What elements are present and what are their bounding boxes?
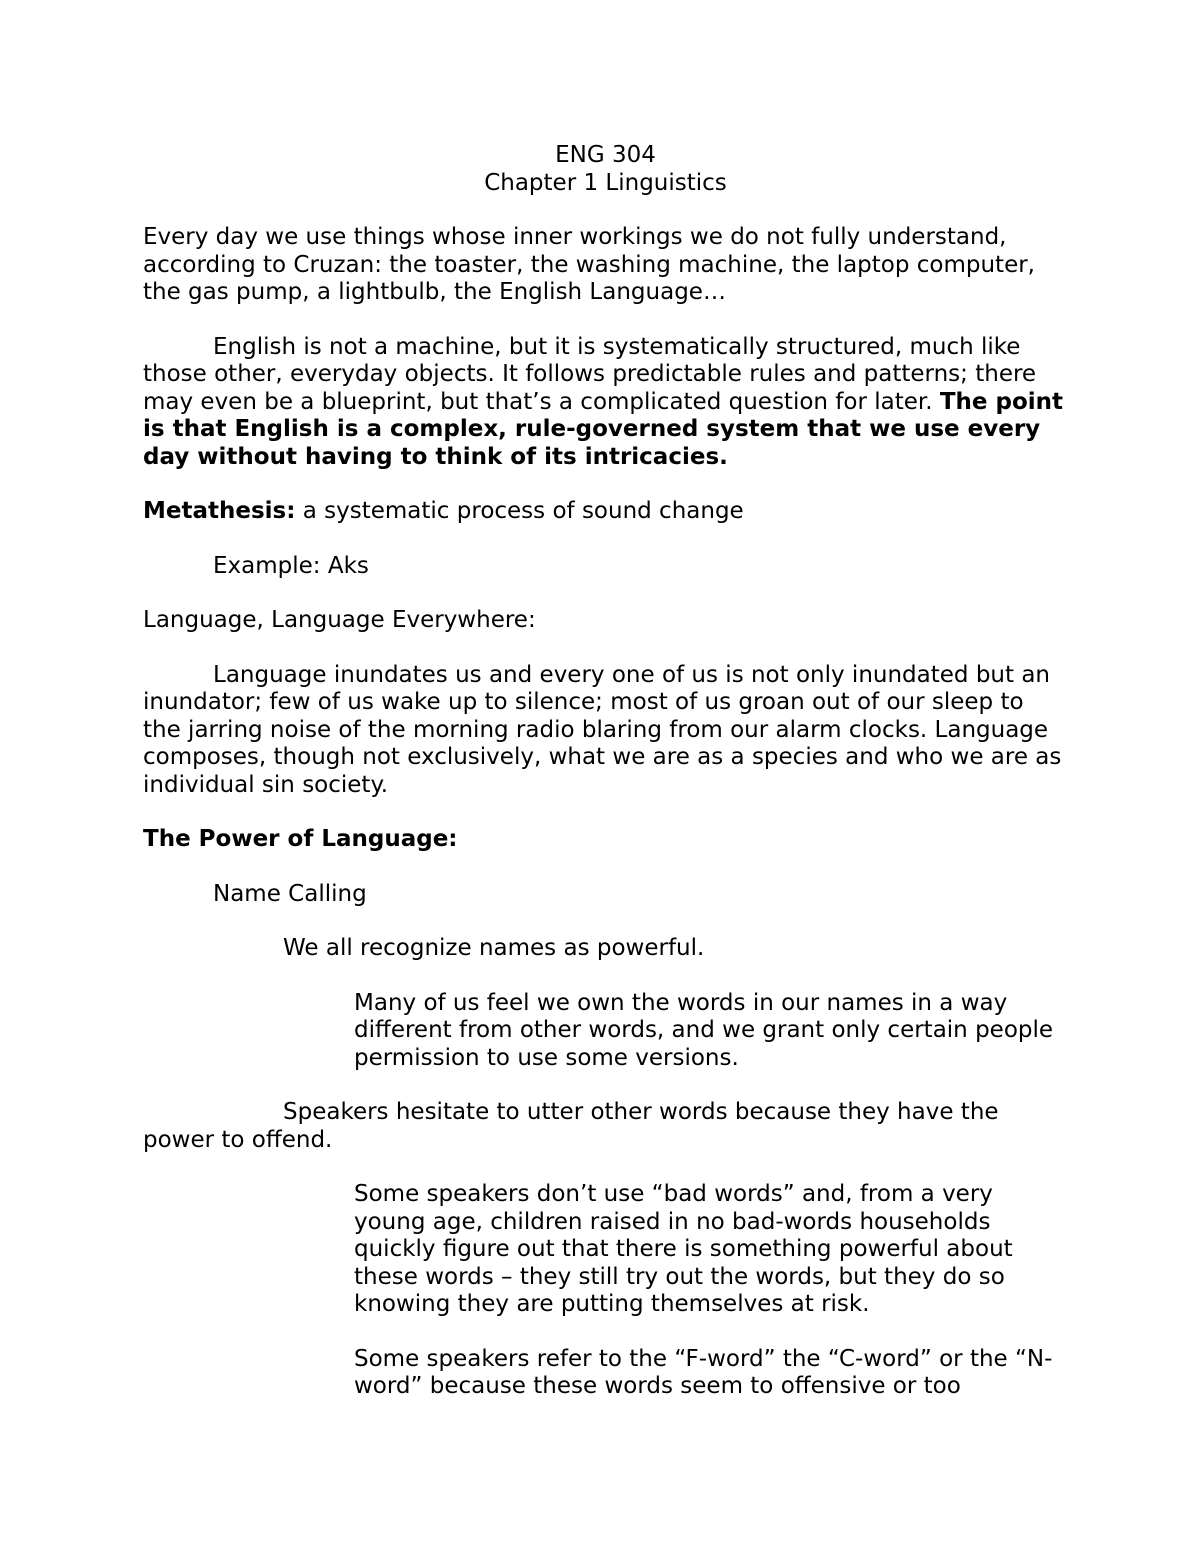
everywhere-paragraph: Language inundates us and every one of us is not only inundated but an inundator; few of us wake up to silence; most of us groan out of our sleep to the jarring noise of the morning radio blaring from our alarm clocks. Language composes, though not exclusively, what we are as a species and who we are as individual sin society. [143, 661, 1062, 798]
name-calling-heading: Name Calling [213, 880, 367, 907]
document-page [143, 142, 1068, 1401]
refer-paragraph: Some speakers refer to the “F-word” the “C-word” or the “N-word” because these words seem to offensive or too [354, 1345, 1053, 1399]
machine-paragraph [143, 334, 1068, 472]
intro-paragraph: Every day we use things whose inner workings we do not fully understand, according to Cruzan: the toaster, the washing machine, the laptop computer, the gas pump, a lightbulb, the English Language… [143, 224, 1035, 305]
everywhere-heading: Language, Language Everywhere: [143, 607, 536, 633]
power-heading [143, 826, 1068, 854]
recognize-paragraph: We all recognize names as powerful. [283, 935, 705, 961]
metathesis-term: Metathesis: [143, 498, 296, 524]
course-title: ENG 304 [555, 142, 656, 168]
metathesis-definition: a systematic process of sound change [295, 498, 744, 524]
metathesis-example: Example: Aks [213, 552, 369, 579]
machine-text: English is not a machine, but it is systematically structured, much like those other, everyday objects. It follows predictable rules and patterns; there may even be a blueprint, but that’s a complicated question for later. [143, 333, 1037, 415]
metathesis-paragraph [143, 498, 1068, 526]
bad-words-paragraph: Some speakers don’t use “bad words” and, from a very young age, children raised in no bad-words households quickly figure out that there is something powerful about these words – they still try out the words, but they do so knowing they are putting themselves at risk. [354, 1181, 1013, 1317]
chapter-title: Chapter 1 Linguistics [484, 169, 727, 196]
power-heading-text: The Power of Language: [143, 826, 458, 852]
machine-bold-text: The point is that English is a complex, rule-governed system that we use every day without having to think of its intricacies. [143, 388, 1064, 470]
hesitate-paragraph: Speakers hesitate to utter other words because they have the power to offend. [143, 1099, 999, 1153]
own-words-paragraph: Many of us feel we own the words in our names in a way different from other words, and we grant only certain people permission to use some versions. [354, 989, 1054, 1071]
